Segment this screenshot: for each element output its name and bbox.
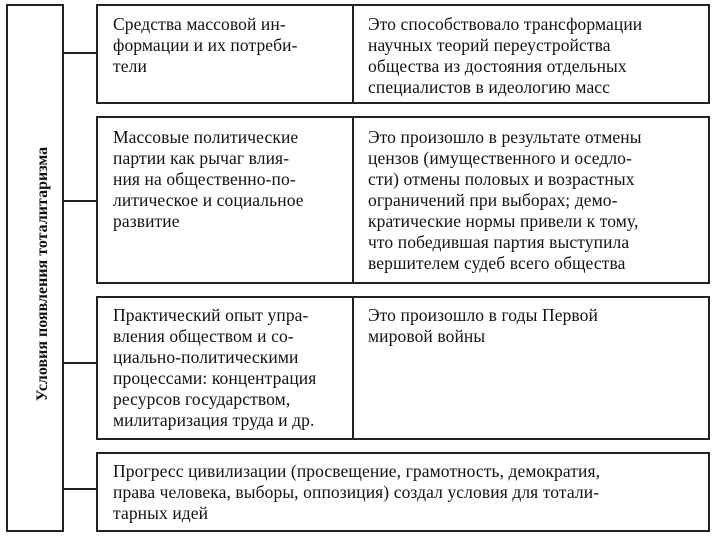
row-1-cause: Средства массовой ин- формации и их потреби- тели (113, 14, 298, 76)
row-2-cause: Массовые политические партии как рычаг влия- ния на общественно-по- литическое и социальное развитие (113, 127, 304, 231)
row-1-divider (352, 6, 354, 102)
side-title: Условия появления тоталитаризма (34, 146, 51, 402)
row-3-divider (352, 298, 354, 438)
row-3-cause: Практический опыт упра- вления обществом и со- циально-политическими процессами: концентрация ресурсов государством, милитаризация труда и др. (113, 305, 317, 430)
row-2-divider (352, 118, 354, 282)
row-2-effect: Это произошло в результате отмены цензов (имущественного и оседло- сти) отмены половых и возрастных ограничений при выборах; демо- кратические нормы привели к тому, что победившая партия выступила вершителем судеб всего общества (368, 127, 642, 273)
connector-row-4 (64, 488, 96, 490)
row-1-effect: Это способствовало трансформации научных теорий переустройства общества из достояния отдельных специалистов в идеологию масс (368, 14, 643, 97)
bottom-text: Прогресс цивилизации (просвещение, грамотность, демократия, права человека, выборы, оппозиция) создал условия для тотали- тарных идей (113, 461, 601, 523)
row-3-effect: Это произошло в годы Первой мировой войны (368, 305, 598, 346)
side-title-box (6, 4, 64, 532)
connector-row-3 (64, 362, 96, 364)
connector-row-2 (64, 200, 96, 202)
connector-row-1 (64, 52, 96, 54)
